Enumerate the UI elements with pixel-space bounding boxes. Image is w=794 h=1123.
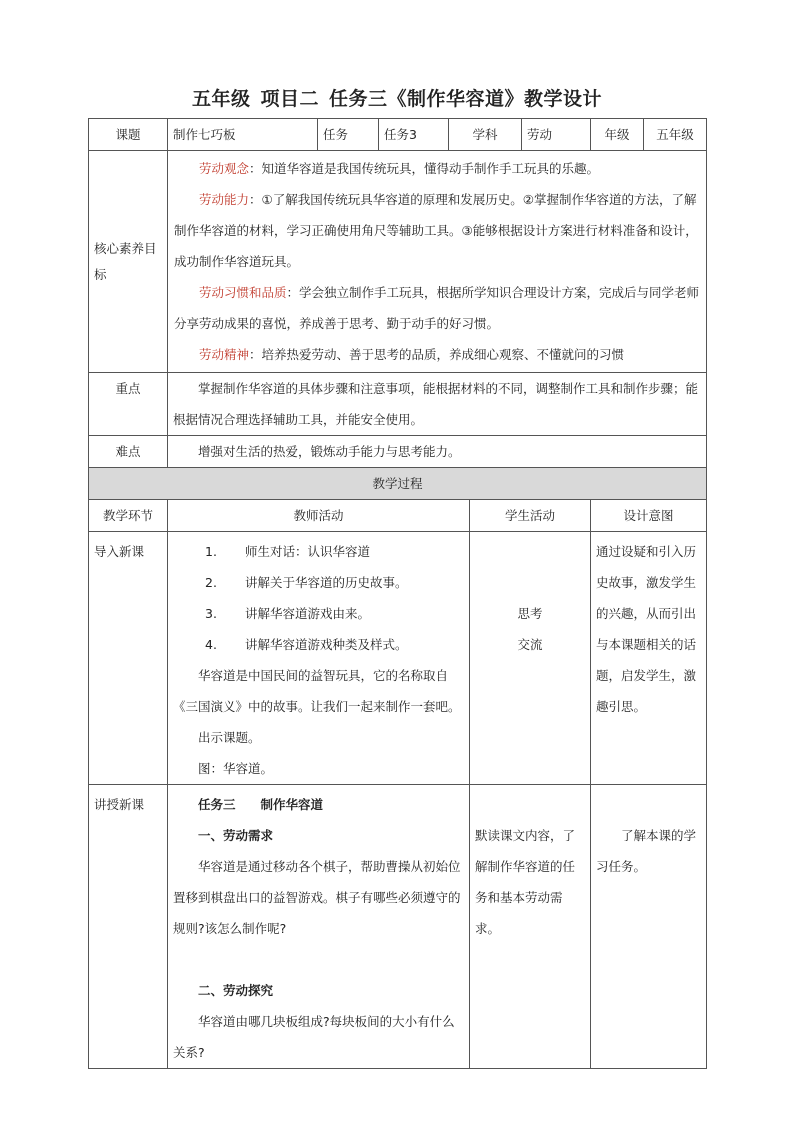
- grade-label: 年级: [591, 119, 644, 151]
- difficulty-text: 增强对生活的热爱，锻炼动手能力与思考能力。: [168, 436, 707, 468]
- topic-label: 课题: [89, 119, 168, 151]
- core-item: 劳动精神：培养热爱劳动、善于思考的品质，养成细心观察、不懂就问的习惯: [199, 347, 625, 362]
- new-lesson-intent-text: 了解本课的学习任务。: [596, 828, 697, 874]
- core-row: [89, 151, 707, 373]
- section-paragraph: 华容道是通过移动各个棋子，帮助曹操从初始位置移到棋盘出口的益智游戏。棋子有哪些必须遵守的规则?该怎么制作呢?: [173, 859, 461, 936]
- list-item: 1. 师生对话：认识华容道: [205, 544, 370, 559]
- col-intent: 设计意图: [591, 500, 707, 532]
- column-header-row: [89, 500, 707, 532]
- core-label: 核心素养目标: [89, 151, 168, 373]
- task-value: 任务3: [379, 119, 449, 151]
- info-row: [89, 119, 707, 151]
- subject-label: 学科: [449, 119, 522, 151]
- difficulty-label: 难点: [89, 436, 168, 468]
- core-tag: 劳动精神: [199, 347, 250, 362]
- subject-value: 劳动: [522, 119, 591, 151]
- grade-value: 五年级: [644, 119, 707, 151]
- new-lesson-student-text: 默读课文内容，了解制作华容道的任务和基本劳动需求。: [475, 828, 576, 936]
- section-paragraph: 华容道由哪几块板组成?每块板间的大小有什么关系?: [173, 1014, 455, 1060]
- list-item: 4. 讲解华容道游戏种类及样式。: [205, 637, 408, 652]
- col-teacher: 教师活动: [168, 500, 470, 532]
- intro-steps: [173, 536, 464, 660]
- list-item: 3. 讲解华容道游戏由来。: [205, 606, 370, 621]
- intro-stage: 导入新课: [89, 532, 168, 785]
- title-task: 任务三《制作华容道》教学设计: [329, 88, 603, 110]
- task-label: 任务: [318, 119, 379, 151]
- core-item: 劳动习惯和品质：学会独立制作手工玩具，根据所学知识合理设计方案，完成后与同学老师分享劳动成果的喜悦，养成善于思考、勤于动手的好习惯。: [174, 285, 700, 331]
- new-lesson-row: [89, 785, 707, 1069]
- title-project: 项目二: [260, 88, 319, 110]
- new-lesson-intent: [591, 785, 707, 1069]
- col-stage: 教学环节: [89, 500, 168, 532]
- key-point-label: 重点: [89, 373, 168, 436]
- lesson-plan-table: [88, 118, 707, 1069]
- title-grade: 五年级: [191, 88, 251, 110]
- intro-student-think: 思考: [517, 606, 543, 621]
- intro-row: [89, 532, 707, 785]
- col-student: 学生活动: [470, 500, 591, 532]
- core-tag: 劳动习惯和品质: [199, 285, 287, 300]
- intro-student-discuss: 交流: [517, 637, 543, 652]
- core-tag: 劳动观念: [199, 161, 250, 176]
- topic-value: 制作七巧板: [168, 119, 318, 151]
- intro-show-topic: 出示课题。: [198, 730, 261, 745]
- process-header: 教学过程: [89, 468, 707, 500]
- key-point-text: 掌握制作华容道的具体步骤和注意事项，能根据材料的不同，调整制作工具和制作步骤；能根据情况合理选择辅助工具，并能安全使用。: [168, 373, 707, 436]
- intro-intent: 通过设疑和引入历史故事，激发学生的兴趣，从而引出与本课题相关的话题，启发学生，激趣引思。: [591, 532, 707, 785]
- core-item: 劳动能力：①了解我国传统玩具华容道的原理和发展历史。②掌握制作华容道的方法，了解制作华容道的材料，学习正确使用角尺等辅助工具。③能够根据设计方案进行材料准备和设计，成功制作华容道玩具。: [174, 192, 698, 269]
- core-tag: 劳动能力: [199, 192, 250, 207]
- document-title: [0, 84, 794, 111]
- difficulty-row: [89, 436, 707, 468]
- intro-figure-caption: 图：华容道。: [198, 761, 274, 776]
- task-title: 任务三 制作华容道: [198, 797, 324, 812]
- key-point-row: [89, 373, 707, 436]
- new-lesson-stage: 讲授新课: [89, 785, 168, 1069]
- core-content: [168, 151, 707, 373]
- new-lesson-student: [470, 785, 591, 1069]
- section-heading: 二、劳动探究: [198, 983, 274, 998]
- process-header-row: [89, 468, 707, 500]
- core-item: 劳动观念：知道华容道是我国传统玩具，懂得动手制作手工玩具的乐趣。: [199, 161, 600, 176]
- list-item: 2. 讲解关于华容道的历史故事。: [205, 575, 408, 590]
- new-lesson-teacher: [168, 785, 470, 1069]
- intro-student: [470, 532, 591, 785]
- intro-paragraph: 华容道是中国民间的益智玩具，它的名称取自《三国演义》中的故事。让我们一起来制作一套吧。: [173, 668, 461, 714]
- section-heading: 一、劳动需求: [198, 828, 274, 843]
- intro-teacher: [168, 532, 470, 785]
